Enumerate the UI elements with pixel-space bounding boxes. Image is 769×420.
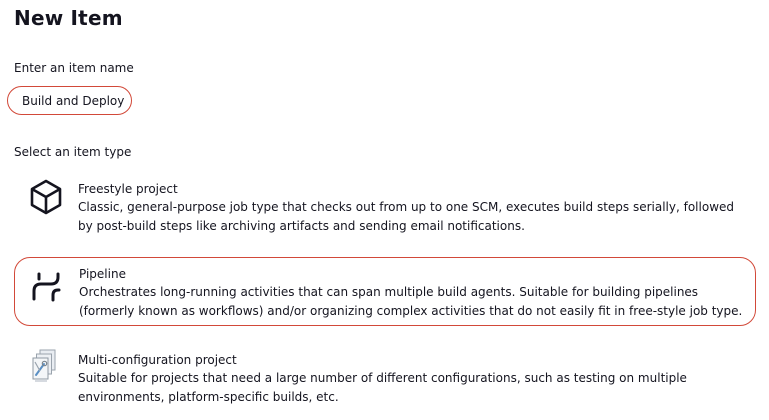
freestyle-cube-icon [28,178,64,220]
item-type-freestyle[interactable] [14,172,756,238]
page-title: New Item [14,6,123,30]
item-type-name: Freestyle project [78,182,178,196]
item-type-pipeline[interactable] [14,257,756,326]
item-type-label: Select an item type [14,145,132,159]
item-type-name: Pipeline [79,267,126,281]
item-name-input[interactable] [7,86,132,115]
item-type-description: Orchestrates long-running activities that can span multiple build agents. Suitable for building pipelines (formerly known as workflows) and/or organizing complex activities that do not easily fit in free-style job type. [79,285,743,318]
item-type-description: Classic, general-purpose job type that checks out from up to one SCM, executes build steps serially, followed by post-build steps like archiving artifacts and sending email notifications. [78,200,735,233]
multi-config-icon [31,349,57,389]
pipeline-icon [30,271,62,307]
item-type-name: Multi-configuration project [78,353,237,367]
item-type-multi-configuration[interactable] [14,344,756,410]
item-type-description: Suitable for projects that need a large number of different configurations, such as testing on multiple environments, platform-specific builds, etc. [78,371,687,404]
item-name-label: Enter an item name [14,61,134,75]
